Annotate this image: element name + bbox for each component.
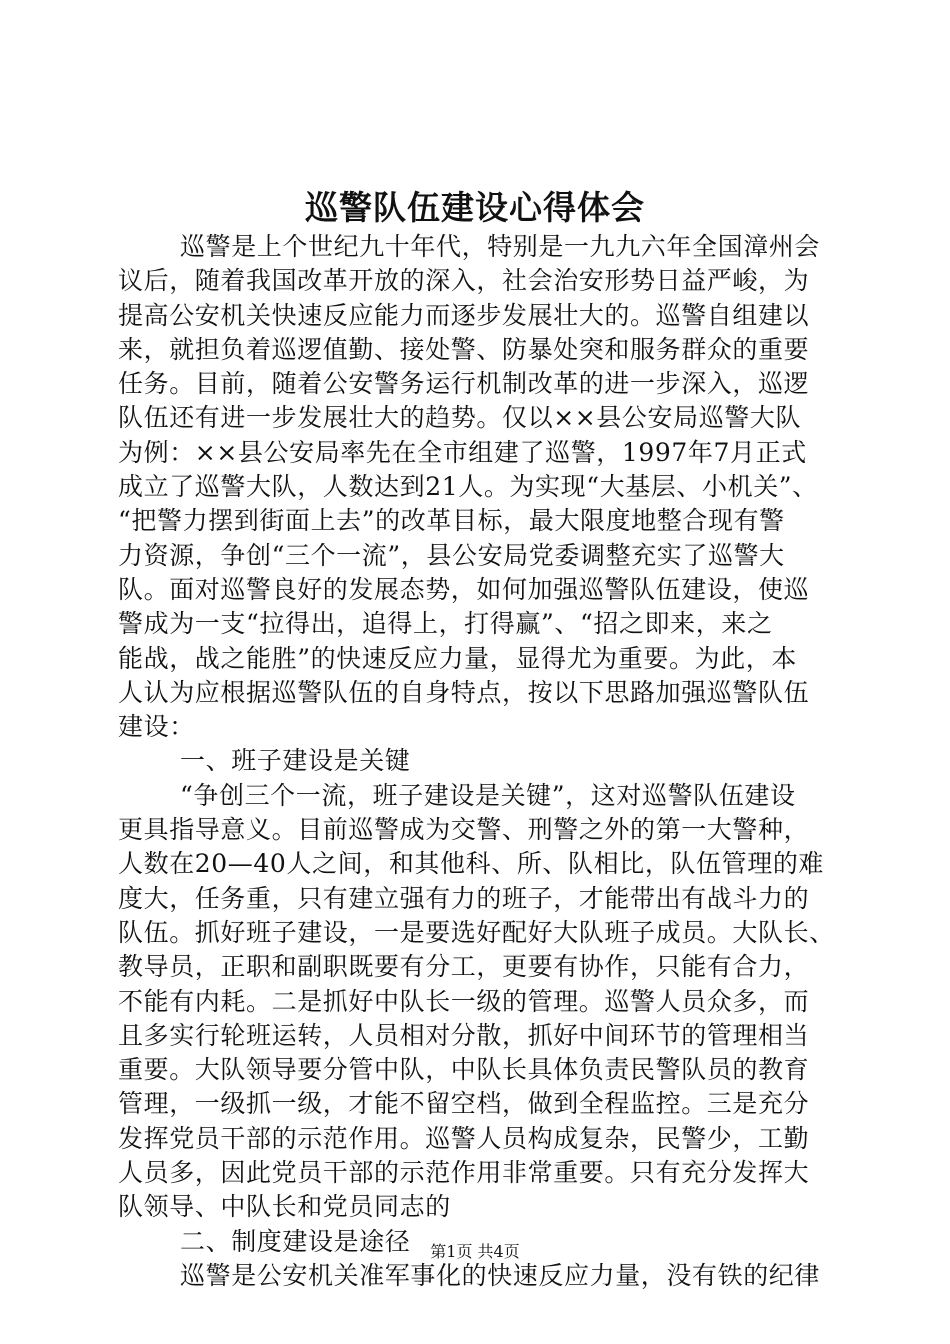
text-line: 重要。大队领导要分管中队，中队长具体负责民警队员的教育 [118,1055,810,1085]
text-line: 任务。目前，随着公安警务运行机制改革的进一步深入，巡逻 [118,369,810,399]
document-title: 巡警队伍建设心得体会 [305,188,645,227]
text-line: 巡警是上个世纪九十年代，特别是一九九六年全国漳州会 [180,232,821,261]
text-line: 队。面对巡警良好的发展态势，如何加强巡警队伍建设，使巡 [118,574,810,604]
text-line: 警成为一支“拉得出，追得上，打得赢”、“招之即来，来之 [118,609,773,639]
text-line: 度大，任务重，只有建立强有力的班子，才能带出有战斗力的 [118,883,810,913]
text-line: 队伍还有进一步发展壮大的趋势。仅以××县公安局巡警大队 [118,403,802,433]
text-line: 议后，随着我国改革开放的深入，社会治安形势日益严峻，为 [118,266,810,296]
text-line: 提高公安机关快速反应能力而逐步发展壮大的。巡警自组建以 [118,300,810,330]
document-body [118,230,838,1293]
text-line: 巡警是公安机关准军事化的快速反应力量，没有铁的纪律 [180,1260,821,1290]
text-line: 人数在20—40人之间，和其他科、所、队相比，队伍管理的难 [118,849,825,879]
text-line: “把警力摆到街面上去”的改革目标，最大限度地整合现有警 [118,506,785,536]
text-line: 人认为应根据巡警队伍的自身特点，按以下思路加强巡警队伍 [118,677,810,707]
text-line: 成立了巡警大队，人数达到21人。为实现“大基层、小机关”、 [118,472,818,502]
text-line: 能战，战之能胜”的快速反应力量，显得尤为重要。为此，本 [118,643,797,673]
section-heading: 一、班子建设是关键 [180,746,411,776]
text-line: 力资源，争创“三个一流”，县公安局党委调整充实了巡警大 [118,540,785,570]
text-line: 更具指导意义。目前巡警成为交警、刑警之外的第一大警种， [118,815,810,845]
text-line: 发挥党员干部的示范作用。巡警人员构成复杂，民警少，工勤 [118,1123,810,1153]
text-line: “争创三个一流，班子建设是关键”，这对巡警队伍建设 [180,780,796,810]
text-line: 人员多，因此党员干部的示范作用非常重要。只有充分发挥大 [118,1158,810,1188]
text-line: 建设： [118,712,195,742]
page-footer: 第1页 共4页 [430,1242,520,1261]
text-line: 队领导、中队长和党员同志的 [118,1192,451,1222]
text-line: 管理，一级抓一级，才能不留空档，做到全程监控。三是充分 [118,1089,810,1119]
text-line: 且多实行轮班运转，人员相对分散，抓好中间环节的管理相当 [118,1020,810,1050]
text-line: 为例：××县公安局率先在全市组建了巡警，1997年7月正式 [118,437,807,467]
text-line: 来，就担负着巡逻值勤、接处警、防暴处突和服务群众的重要 [118,334,810,364]
section-heading: 二、制度建设是途径 [180,1226,411,1256]
text-line: 教导员，正职和副职既要有分工，更要有协作，只能有合力， [118,952,810,982]
text-line: 不能有内耗。二是抓好中队长一级的管理。巡警人员众多，而 [118,986,810,1016]
text-line: 队伍。抓好班子建设，一是要选好配好大队班子成员。大队长、 [118,917,835,947]
